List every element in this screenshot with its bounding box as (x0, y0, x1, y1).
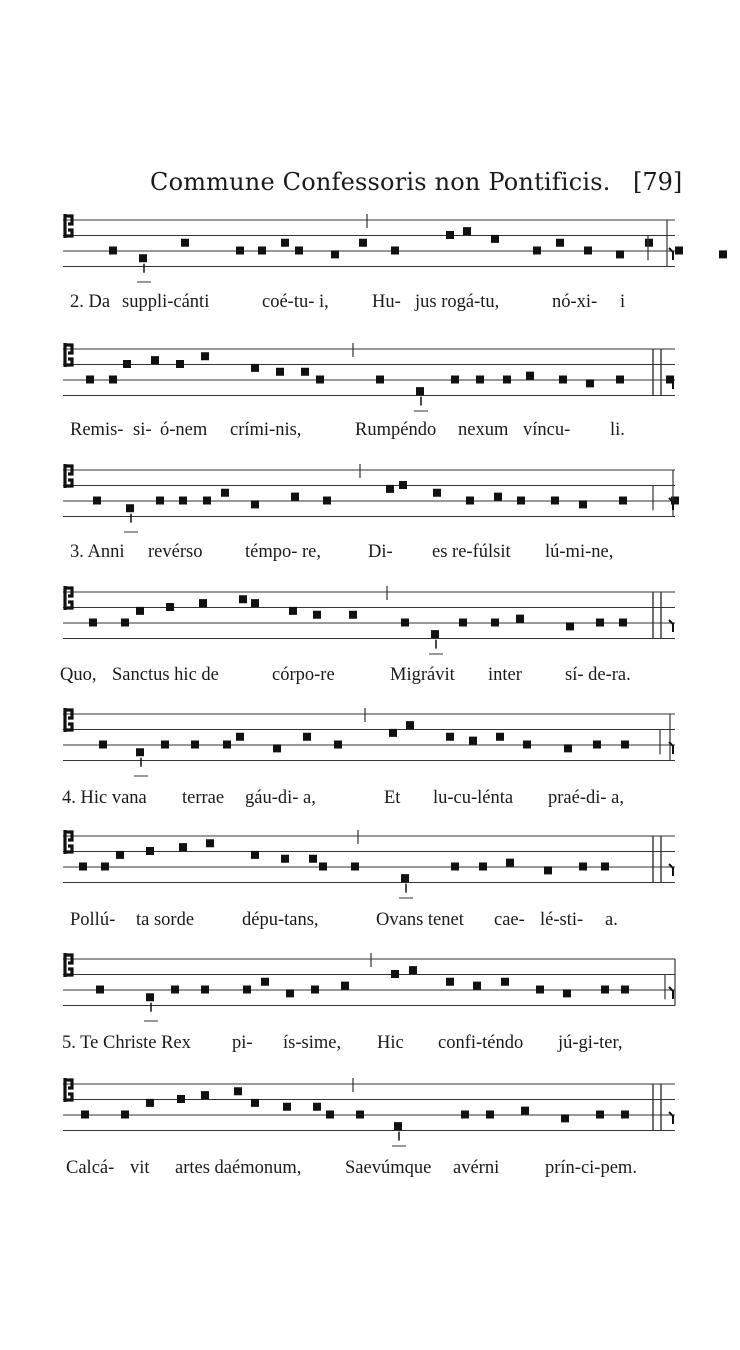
neume-note (81, 1111, 89, 1119)
neume-note (593, 741, 601, 749)
neume-note (459, 619, 467, 627)
neume-note (501, 978, 509, 986)
neume-note (89, 619, 97, 627)
neume-note (446, 231, 454, 239)
staff-svg (55, 578, 675, 658)
neume-note (326, 1111, 334, 1119)
lyric-syllable: Hu- (372, 292, 401, 312)
lyric-syllable: pi- (232, 1033, 253, 1053)
neume-note (93, 497, 101, 505)
neume-note (258, 247, 266, 255)
neume-note (621, 741, 629, 749)
neume-note (179, 843, 187, 851)
lyric-line (0, 1158, 740, 1188)
neume-note (619, 497, 627, 505)
neume-note (146, 993, 154, 1001)
neume-note (596, 1111, 604, 1119)
lyric-syllable: nó-xi- (552, 292, 598, 312)
staff-svg (55, 822, 675, 902)
neume-note (323, 497, 331, 505)
c-clef-icon (65, 214, 72, 238)
lyric-syllable: 5. Te Christe Rex (62, 1033, 191, 1053)
neume-note (331, 250, 339, 258)
neume-note (479, 863, 487, 871)
staff-svg (55, 945, 675, 1025)
neume-note (295, 247, 303, 255)
lyric-syllable: dépu-tans, (242, 910, 319, 930)
neume-note (176, 360, 184, 368)
neume-note (101, 863, 109, 871)
lyric-syllable: témpo- re, (245, 542, 322, 562)
neume-note (433, 489, 441, 497)
lyric-syllable: jus rogá-tu, (415, 292, 500, 312)
neume-note (451, 863, 459, 871)
lyric-line (0, 1033, 740, 1063)
neume-note (621, 986, 629, 994)
neume-note (351, 863, 359, 871)
lyric-syllable: artes daémonum, (175, 1158, 302, 1178)
neume-note (281, 239, 289, 247)
neume-note (301, 368, 309, 376)
neume-note (486, 1111, 494, 1119)
neume-note (616, 250, 624, 258)
neume-note (201, 986, 209, 994)
neume-note (234, 1087, 242, 1095)
lyric-syllable: ís-sime, (283, 1033, 342, 1053)
neume-note (401, 619, 409, 627)
neume-note (201, 1091, 209, 1099)
lyric-syllable: Saevúmque (345, 1158, 432, 1178)
staff-system (55, 822, 675, 902)
lyric-syllable: avérni (453, 1158, 500, 1178)
neume-note (286, 989, 294, 997)
lyric-syllable: Pollú- (70, 910, 116, 930)
neume-note (126, 504, 134, 512)
neume-note (551, 497, 559, 505)
neume-note (151, 356, 159, 364)
neume-note (251, 599, 259, 607)
neume-note (273, 744, 281, 752)
lyric-line (0, 542, 740, 572)
neume-note (96, 986, 104, 994)
staff-system (55, 206, 675, 286)
neume-note (494, 493, 502, 501)
neume-note (496, 733, 504, 741)
lyric-syllable: Migrávit (390, 665, 455, 685)
lyric-syllable: Et (384, 788, 401, 808)
neume-note (561, 1114, 569, 1122)
lyric-line (0, 292, 740, 322)
neume-note (116, 851, 124, 859)
lyric-syllable: Sanctus hic de (112, 665, 219, 685)
neume-note (123, 360, 131, 368)
lyric-syllable: terrae (182, 788, 225, 808)
lyric-syllable: suppli-cánti (122, 292, 210, 312)
neume-note (584, 247, 592, 255)
neume-note (109, 247, 117, 255)
neume-note (121, 619, 129, 627)
lyric-syllable: gáu-di- a, (245, 788, 316, 808)
neume-note (473, 982, 481, 990)
neume-note (446, 733, 454, 741)
neume-note (356, 1111, 364, 1119)
neume-note (239, 595, 247, 603)
neume-note (559, 376, 567, 384)
neume-note (291, 493, 299, 501)
neume-note (251, 1099, 259, 1107)
lyric-syllable: a. (605, 910, 618, 930)
lyric-syllable: prín-ci-pem. (545, 1158, 637, 1178)
neume-note (221, 489, 229, 497)
staff-system (55, 578, 675, 658)
staff-svg (55, 700, 675, 780)
neume-note (79, 863, 87, 871)
neume-note (179, 497, 187, 505)
neume-note (566, 622, 574, 630)
neume-note (386, 485, 394, 493)
neume-note (517, 497, 525, 505)
page-title: Commune Confessoris non Pontificis. (150, 168, 611, 196)
neume-note (166, 603, 174, 611)
neume-note (359, 239, 367, 247)
c-clef-icon (65, 953, 72, 977)
neume-note (181, 239, 189, 247)
neume-note (523, 741, 531, 749)
staff-svg (55, 206, 675, 286)
custos-icon (669, 620, 673, 632)
neume-note (451, 376, 459, 384)
neume-note (526, 372, 534, 380)
staff-system (55, 335, 675, 415)
neume-note (121, 1111, 129, 1119)
c-clef-icon (65, 830, 72, 854)
neume-note (341, 982, 349, 990)
neume-note (533, 247, 541, 255)
neume-note (563, 989, 571, 997)
lyric-syllable: Quo, (60, 665, 97, 685)
neume-note (521, 1107, 529, 1115)
lyric-syllable: inter (488, 665, 522, 685)
neume-note (289, 607, 297, 615)
neume-note (313, 611, 321, 619)
staff-system (55, 456, 675, 536)
lyric-syllable: ó-nem (160, 420, 208, 440)
neume-note (431, 630, 439, 638)
lyric-syllable: coé-tu- i, (262, 292, 329, 312)
neume-note (401, 874, 409, 882)
lyric-syllable: jú-gi-ter, (558, 1033, 623, 1053)
neume-note (139, 254, 147, 262)
neume-note (334, 741, 342, 749)
neume-note (391, 970, 399, 978)
neume-note (466, 497, 474, 505)
lyric-syllable: nexum (458, 420, 509, 440)
neume-note (579, 500, 587, 508)
neume-note (136, 607, 144, 615)
neume-note (389, 729, 397, 737)
lyric-syllable: Di- (368, 542, 393, 562)
neume-note (316, 376, 324, 384)
neume-note (503, 376, 511, 384)
neume-note (136, 748, 144, 756)
neume-note (516, 615, 524, 623)
lyric-syllable: si- (133, 420, 152, 440)
staff-svg (55, 456, 675, 536)
neume-note (675, 247, 683, 255)
neume-note (376, 376, 384, 384)
lyric-line (0, 910, 740, 940)
lyric-syllable: Remis- (70, 420, 124, 440)
neume-note (394, 1122, 402, 1130)
neume-note (191, 741, 199, 749)
lyric-syllable: li. (610, 420, 625, 440)
neume-note (463, 227, 471, 235)
neume-note (251, 500, 259, 508)
neume-note (349, 611, 357, 619)
lyric-syllable: Calcá- (66, 1158, 115, 1178)
lyric-syllable: 4. Hic vana (62, 788, 147, 808)
staff-system (55, 1070, 675, 1150)
neume-note (416, 387, 424, 395)
lyric-syllable: cae- (494, 910, 525, 930)
neume-note (586, 379, 594, 387)
neume-note (236, 733, 244, 741)
c-clef-icon (65, 708, 72, 732)
lyric-syllable: 3. Anni (70, 542, 125, 562)
lyric-syllable: crími-nis, (230, 420, 302, 440)
neume-note (536, 986, 544, 994)
neume-note (86, 376, 94, 384)
neume-note (564, 744, 572, 752)
neume-note (319, 863, 327, 871)
lyric-syllable: lé-sti- (540, 910, 584, 930)
neume-note (109, 376, 117, 384)
lyric-line (0, 420, 740, 450)
neume-note (601, 863, 609, 871)
neume-note (99, 741, 107, 749)
neume-note (243, 986, 251, 994)
neume-note (251, 851, 259, 859)
neume-note (311, 986, 319, 994)
neume-note (177, 1095, 185, 1103)
page-number: [79] (633, 168, 683, 196)
staff-system (55, 700, 675, 780)
neume-note (719, 250, 727, 258)
neume-note (251, 364, 259, 372)
c-clef-icon (65, 586, 72, 610)
lyric-syllable: praé-di- a, (548, 788, 625, 808)
custos-icon (669, 1112, 673, 1124)
lyric-syllable: 2. Da (70, 292, 111, 312)
lyric-syllable: víncu- (523, 420, 571, 440)
neume-note (236, 247, 244, 255)
neume-note (201, 352, 209, 360)
neume-note (645, 239, 653, 247)
neume-note (461, 1111, 469, 1119)
neume-note (276, 368, 284, 376)
neume-note (303, 733, 311, 741)
neume-note (146, 847, 154, 855)
lyric-syllable: i (620, 292, 626, 312)
neume-note (619, 619, 627, 627)
neume-note (469, 737, 477, 745)
neume-note (203, 497, 211, 505)
lyric-syllable: ta sorde (136, 910, 195, 930)
neume-note (506, 859, 514, 867)
neume-note (206, 839, 214, 847)
neume-note (544, 866, 552, 874)
lyric-syllable: revérso (148, 542, 203, 562)
neume-note (161, 741, 169, 749)
neume-note (491, 235, 499, 243)
lyric-line (0, 665, 740, 695)
lyric-syllable: confi-téndo (438, 1033, 524, 1053)
staff-svg (55, 1070, 675, 1150)
page-header (0, 168, 740, 202)
neume-note (309, 855, 317, 863)
custos-icon (669, 248, 673, 260)
lyric-syllable: lú-mi-ne, (545, 542, 614, 562)
neume-note (406, 721, 414, 729)
neume-note (199, 599, 207, 607)
neume-note (616, 376, 624, 384)
neume-note (156, 497, 164, 505)
neume-note (579, 863, 587, 871)
neume-note (621, 1111, 629, 1119)
neume-note (409, 966, 417, 974)
lyric-syllable: lu-cu-lénta (433, 788, 514, 808)
lyric-syllable: córpo-re (272, 665, 335, 685)
lyric-syllable: sí- de-ra. (565, 665, 631, 685)
neume-note (391, 247, 399, 255)
neume-note (146, 1099, 154, 1107)
lyric-syllable: es re-fúlsit (432, 542, 511, 562)
neume-note (446, 978, 454, 986)
staff-system (55, 945, 675, 1025)
neume-note (601, 986, 609, 994)
neume-note (283, 1103, 291, 1111)
neume-note (399, 481, 407, 489)
neume-note (476, 376, 484, 384)
neume-note (261, 978, 269, 986)
lyric-line (0, 788, 740, 818)
c-clef-icon (65, 343, 72, 367)
neume-note (556, 239, 564, 247)
c-clef-icon (65, 1078, 72, 1102)
neume-note (313, 1103, 321, 1111)
neume-note (171, 986, 179, 994)
custos-icon (669, 987, 673, 999)
c-clef-icon (65, 464, 72, 488)
lyric-syllable: Rumpéndo (355, 420, 437, 440)
lyric-syllable: Ovans tenet (376, 910, 464, 930)
neume-note (281, 855, 289, 863)
custos-icon (669, 864, 673, 876)
lyric-syllable: Hic (377, 1033, 404, 1053)
lyric-syllable: vit (130, 1158, 150, 1178)
staff-svg (55, 335, 675, 415)
neume-note (596, 619, 604, 627)
neume-note (223, 741, 231, 749)
neume-note (491, 619, 499, 627)
